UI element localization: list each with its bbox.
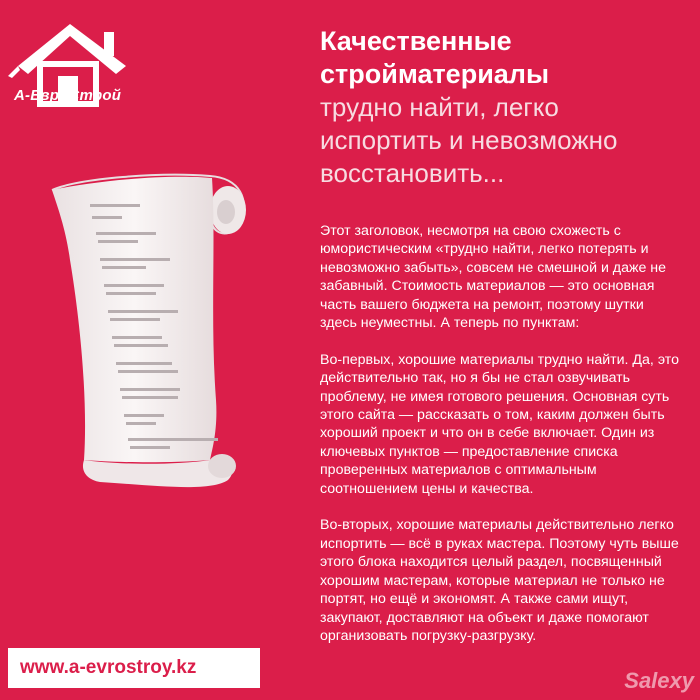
subheadline-line: восстановить... (320, 158, 505, 188)
subheadline-line: трудно найти, легко (320, 92, 559, 122)
subheadline-line: испортить и невозможно (320, 125, 618, 155)
paragraph: Во-вторых, хорошие материалы действительно легко испортить — всё в руках мастера. Поэтому чуть выше этого блока находится целый раздел, посвященный хорошим мастерам, которые материал не только не портят, но ещё и экономят. А также сами ищут, закупают, доставляют на объект и даже помогают организовать погрузку-разгрузку. (320, 517, 679, 644)
headline (320, 25, 690, 190)
headline-line: Качественные (320, 26, 512, 56)
receipt-scroll-illustration (40, 160, 270, 490)
watermark: Salexy (624, 668, 694, 693)
headline-line: стройматериалы (320, 59, 550, 89)
website-link[interactable]: www.a-evrostroy.kz (8, 648, 260, 688)
article-body (320, 222, 682, 664)
paragraph: Этот заголовок, несмотря на свою схожесть с юмористическим «трудно найти, легко потерять и невозможно забыть», совсем не смешной и даже не забавный. Стоимость материалов — это основная часть вашего бюджета на ремонт, поэтому шутки здесь неуместны. А теперь по пунктам: (320, 223, 667, 332)
brand-name: А-ЕвроСтрой (14, 87, 122, 104)
paragraph: Во-первых, хорошие материалы трудно найти. Да, это действительно так, но я бы не стал озвучивать проблему, не имея готового решения. Основная суть этого сайта — рассказать о том, каким должен быть хороший проект и что он в себе включает. Один из ключевых пунктов — предоставление списка проверенных материалов с оптимальным соотношением цены и качества. (320, 351, 679, 497)
